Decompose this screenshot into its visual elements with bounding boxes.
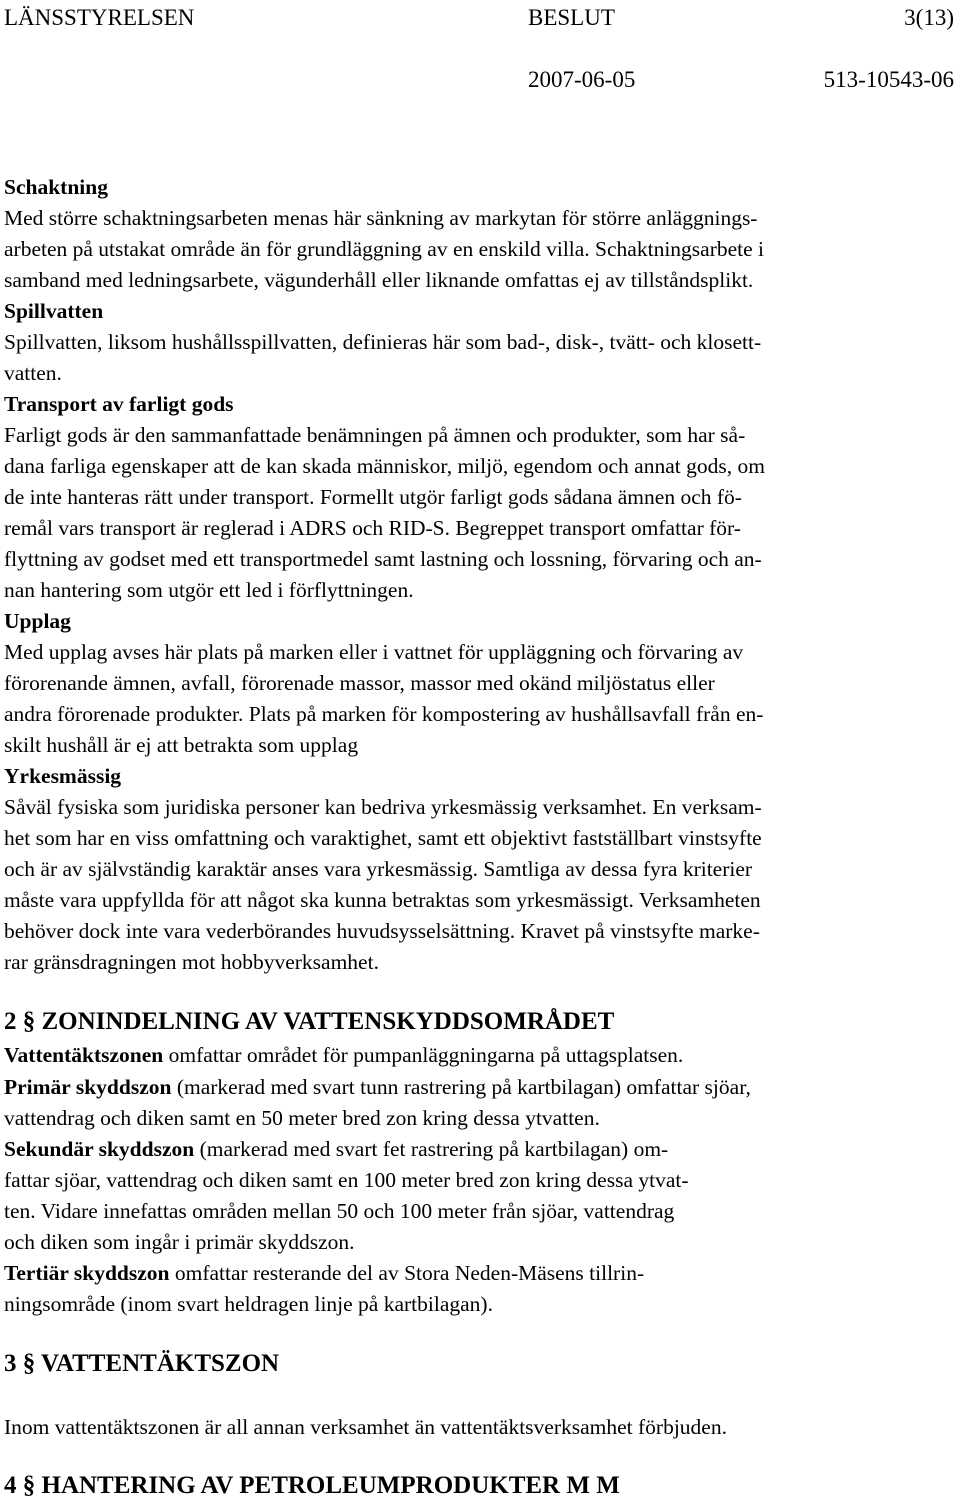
yrkesmassig-line-5: behöver dock inte vara vederbörandes huvudsysselsättning. Kravet på vinstsyfte marke- [4, 919, 760, 943]
sekundar-zone-line-2: fattar sjöar, vattendrag och diken samt en 100 meter bred zon kring dessa ytvat- [4, 1168, 689, 1192]
sekundar-zone-line-3: ten. Vidare innefattas områden mellan 50 och 100 meter från sjöar, vattendrag [4, 1199, 675, 1223]
spillvatten-line-2: vatten. [4, 361, 62, 385]
section-title-schaktning: Schaktning [4, 175, 108, 199]
yrkesmassig-line-2: het som har en viss omfattning och varaktighet, samt ett objektivt fastställbart vinstsyfte [4, 826, 762, 850]
transport-line-3: de inte hanteras rätt under transport. Formellt utgör farligt gods sådana ämnen och fö- [4, 485, 742, 509]
tertiar-zone-line-1 [4, 1258, 644, 1289]
yrkesmassig-line-1: Såväl fysiska som juridiska personer kan bedriva yrkesmässig verksamhet. En verksam- [4, 795, 762, 819]
upplag-line-3: andra förorenade produkter. Plats på marken för kompostering av hushållsavfall från en- [4, 702, 764, 726]
primar-zone-line-2: vattendrag och diken samt en 50 meter bred zon kring dessa ytvatten. [4, 1106, 600, 1130]
header-date: 2007-06-05 [528, 67, 636, 92]
section-title-transport: Transport av farligt gods [4, 392, 234, 416]
primar-zone-text: (markerad med svart tunn rastrering på kartbilagan) omfattar sjöar, [171, 1075, 751, 1099]
transport-line-6: nan hantering som utgör ett led i förflyttningen. [4, 578, 414, 602]
transport-line-2: dana farliga egenskaper att de kan skada människor, miljö, egendom och annat gods, om [4, 454, 765, 478]
schaktning-line-1: Med större schaktningsarbeten menas här sänkning av markytan för större anläggnings- [4, 206, 758, 230]
term-primar-skyddszon: Primär skyddszon [4, 1075, 172, 1099]
transport-line-1: Farligt gods är den sammanfattade benämningen på ämnen och produkter, som har så- [4, 423, 746, 447]
schaktning-line-2: arbeten på utstakat område än för grundläggning av en enskild villa. Schaktningsarbete i [4, 237, 765, 261]
transport-line-4: remål vars transport är reglerad i ADRS och RID-S. Begreppet transport omfattar för- [4, 516, 741, 540]
tertiar-zone-line-2: ningsområde (inom svart heldragen linje på kartbilagan). [4, 1292, 493, 1316]
section-title-yrkesmassig: Yrkesmässig [4, 764, 122, 788]
yrkesmassig-line-3: och är av självständig karaktär anses vara yrkesmässig. Samtliga av dessa fyra kriterier [4, 857, 753, 881]
sekundar-zone-text: (markerad med svart fet rastrering på kartbilagan) om- [194, 1137, 669, 1161]
term-tertiar-skyddszon: Tertiär skyddszon [4, 1261, 170, 1285]
tertiar-zone-text: omfattar resterande del av Stora Neden-Mäsens tillrin- [169, 1261, 645, 1285]
vattentaktszon-line-1: Inom vattentäktszonen är all annan verksamhet än vattentäktsverksamhet förbjuden. [4, 1415, 727, 1439]
spillvatten-line-1: Spillvatten, liksom hushållsspillvatten, definieras här som bad-, disk-, tvätt- och klosett- [4, 330, 762, 354]
primar-zone-line-1 [4, 1072, 751, 1103]
term-vattentaktszonen: Vattentäktszonen [4, 1043, 164, 1067]
sekundar-zone-line-1 [4, 1134, 668, 1165]
schaktning-line-3: samband med ledningsarbete, vägunderhåll eller liknande omfattas ej av tillståndsplikt. [4, 268, 754, 292]
upplag-line-1: Med upplag avses här plats på marken eller i vattnet för uppläggning och förvaring av [4, 640, 744, 664]
term-sekundar-skyddszon: Sekundär skyddszon [4, 1137, 195, 1161]
transport-line-5: flyttning av godset med ett transportmedel samt lastning och lossning, förvaring och an- [4, 547, 762, 571]
vattentakt-zone-line-1 [4, 1040, 683, 1071]
sekundar-zone-line-4: och diken som ingår i primär skyddszon. [4, 1230, 355, 1254]
header-org: LÄNSSTYRELSEN [4, 5, 195, 30]
upplag-line-4: skilt hushåll är ej att betrakta som upplag [4, 733, 359, 757]
header-reference: 513-10543-06 [823, 67, 954, 92]
upplag-line-2: förorenande ämnen, avfall, förorenade massor, massor med okänd miljöstatus eller [4, 671, 715, 695]
header-page-number: 3(13) [904, 5, 954, 30]
heading-hantering-petroleum: 4 § HANTERING AV PETROLEUMPRODUKTER M M [4, 1472, 620, 1499]
yrkesmassig-line-4: måste vara uppfyllda för att något ska kunna betraktas som yrkesmässigt. Verksamheten [4, 888, 761, 912]
section-title-spillvatten: Spillvatten [4, 299, 104, 323]
yrkesmassig-line-6: rar gränsdragningen mot hobbyverksamhet. [4, 950, 379, 974]
vattentakt-zone-text: omfattar området för pumpanläggningarna på uttagsplatsen. [163, 1043, 684, 1067]
heading-zonindelning: 2 § ZONINDELNING AV VATTENSKYDDSOMRÅDET [4, 1008, 615, 1035]
section-title-upplag: Upplag [4, 609, 71, 633]
header-doc-type: BESLUT [528, 5, 615, 30]
heading-vattentaktszon: 3 § VATTENTÄKTSZON [4, 1350, 280, 1377]
